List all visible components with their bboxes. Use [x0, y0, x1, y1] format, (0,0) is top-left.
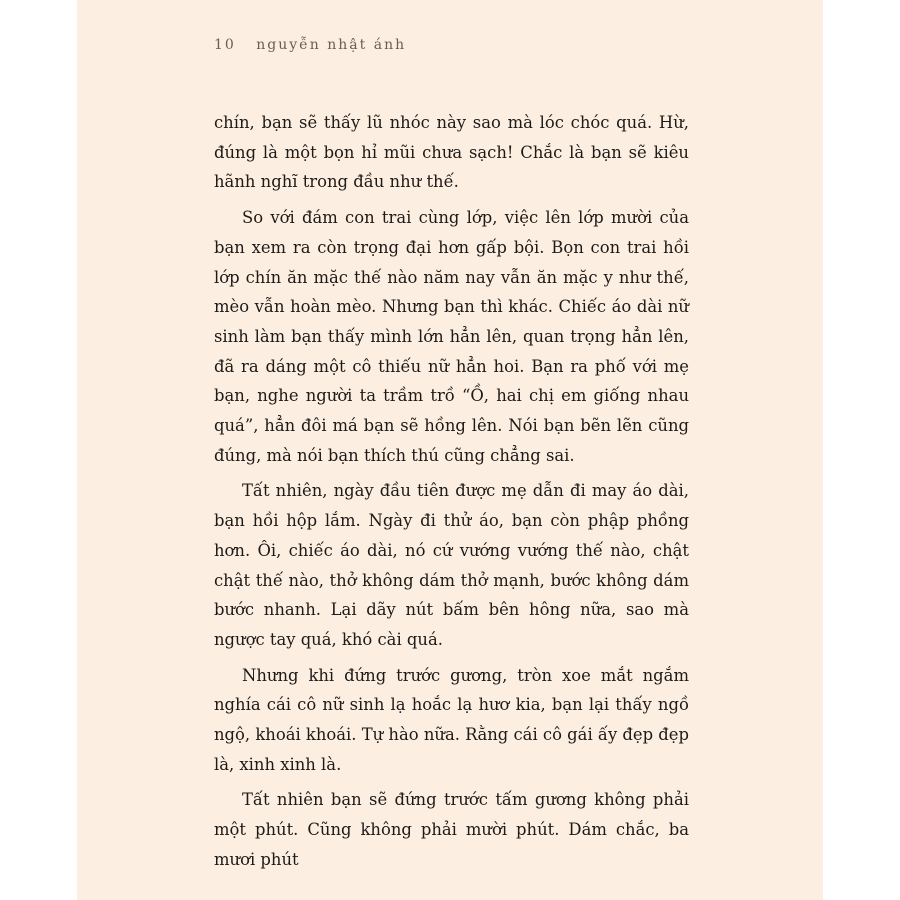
paragraph: Nhưng khi đứng trước gương, tròn xoe mắt ngắm nghía cái cô nữ sinh lạ hoắc lạ hươ kia, bạn lại thấy ngồ ngộ, khoái khoái. Tự hào nữa. Rằng cái cô gái ấy đẹp đẹp là, xinh xinh là.	[214, 665, 689, 774]
page-number: 10	[214, 37, 236, 53]
body-text	[214, 108, 689, 881]
author-name: nguyễn nhật ánh	[256, 37, 407, 53]
paragraph: So với đám con trai cùng lớp, việc lên lớp mười của bạn xem ra còn trọng đại hơn gấp bội. Bọn con trai hồi lớp chín ăn mặc thế nào năm nay vẫn ăn mặc y như thế, mèo vẫn hoàn mèo. Nhưng bạn thì khác. Chiếc áo dài nữ sinh làm bạn thấy mình lớn hẳn lên, quan trọng hẳn lên, đã ra dáng một cô thiếu nữ hẳn hoi. Bạn ra phố với mẹ bạn, nghe người ta trầm trồ “Ồ, hai chị em giống nhau quá”, hẳn đôi má bạn sẽ hồng lên. Nói bạn bẽn lẽn cũng đúng, mà nói bạn thích thú cũng chẳng sai.	[214, 208, 689, 465]
paragraph: Tất nhiên, ngày đầu tiên được mẹ dẫn đi may áo dài, bạn hồi hộp lắm. Ngày đi thử áo, bạn còn phập phồng hơn. Ôi, chiếc áo dài, nó cứ vướng vướng thế nào, chật chật thế nào, thở không dám thở mạnh, bước không dám bước nhanh. Lại dãy nút bấm bên hông nữa, sao mà ngược tay quá, khó cài quá.	[214, 481, 689, 649]
paragraph: Tất nhiên bạn sẽ đứng trước tấm gương không phải một phút. Cũng không phải mười phút. Dám chắc, ba mươi phút	[214, 790, 689, 869]
paragraph: chín, bạn sẽ thấy lũ nhóc này sao mà lóc chóc quá. Hừ, đúng là một bọn hỉ mũi chưa sạch! Chắc là bạn sẽ kiêu hãnh nghĩ trong đầu như thế.	[214, 113, 689, 192]
running-head	[214, 37, 406, 53]
